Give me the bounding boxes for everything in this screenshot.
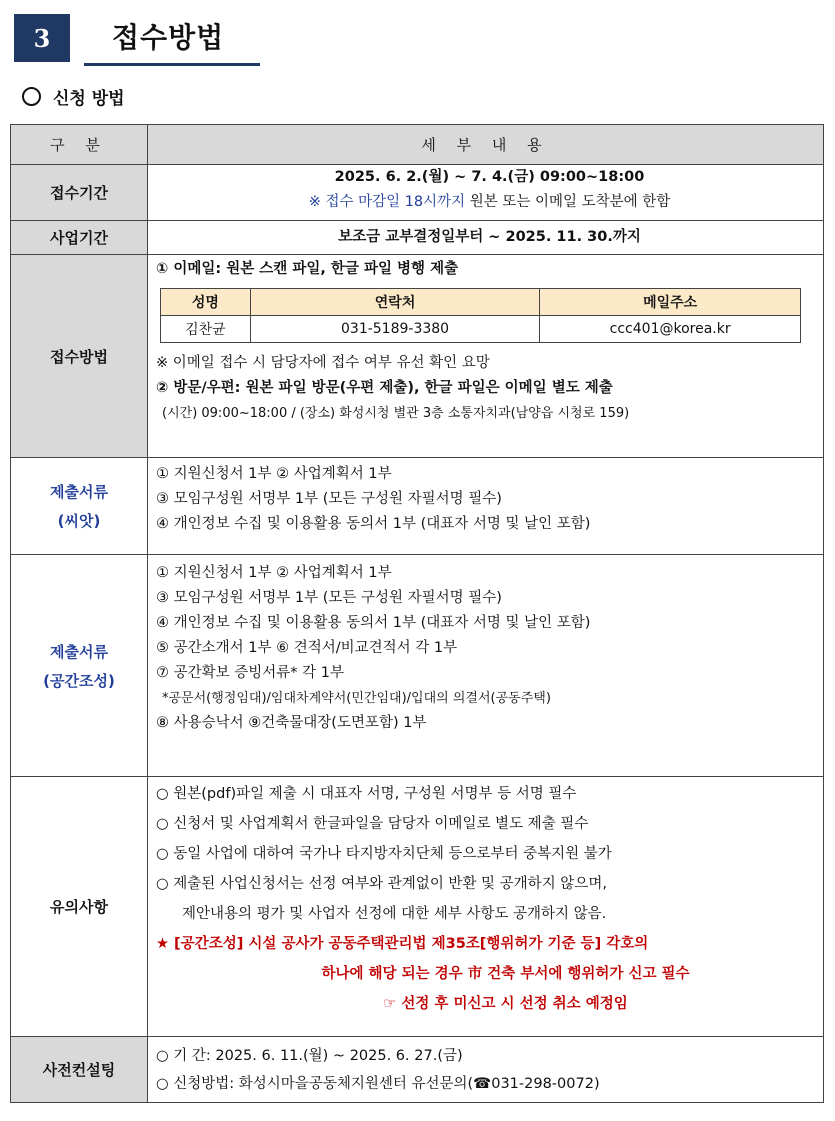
subtitle-text: 신청 방법 — [53, 89, 125, 109]
label-notice: 유의사항 — [11, 777, 148, 1037]
contact-table — [160, 288, 801, 343]
contact-email: ccc401@korea.kr — [540, 316, 801, 343]
period-note — [148, 190, 823, 215]
section-number: 3 — [14, 14, 70, 62]
row-period — [11, 165, 824, 221]
period-note-rest: 원본 또는 이메일 도착분에 한함 — [465, 194, 671, 210]
section-title: 접수방법 — [112, 21, 225, 54]
row-docs-seed — [11, 458, 824, 555]
docs-space-item: ⑦ 공간확보 증빙서류* 각 1부 — [156, 665, 344, 681]
notice-warning-cancel: ☞ 선정 후 미신고 시 선정 취소 예정임 — [383, 996, 628, 1012]
label-method: 접수방법 — [11, 255, 148, 458]
contact-name: 김찬균 — [161, 316, 251, 343]
label-project-period: 사업기간 — [11, 221, 148, 255]
header-category: 구 분 — [11, 125, 148, 165]
docs-seed-item: ③ 모임구성원 서명부 1부 (모든 구성원 자필서명 필수) — [156, 491, 502, 507]
contact-header-name: 성명 — [161, 289, 251, 316]
label-docs-seed-line1: 제출서류 — [50, 483, 108, 501]
docs-space-item: ⑤ 공간소개서 1부 ⑥ 견적서/비교견적서 각 1부 — [156, 640, 458, 656]
circle-bullet-icon — [22, 87, 41, 106]
docs-seed-item: ④ 개인정보 수집 및 이용활용 동의서 1부 (대표자 서명 및 날인 포함) — [156, 516, 591, 532]
contact-header-phone: 연락처 — [250, 289, 539, 316]
notice-item: ○ 동일 사업에 대하여 국가나 타지방자치단체 등으로부터 중복지원 불가 — [156, 846, 612, 862]
title-underline — [84, 63, 260, 66]
table-header-row — [11, 125, 824, 165]
docs-space-item: ① 지원신청서 1부 ② 사업계획서 1부 — [156, 565, 392, 581]
method-visit: ② 방문/우편: 원본 파일 방문(우편 제출), 한글 파일은 이메일 별도 제출 — [156, 380, 613, 396]
label-consult: 사전컨설팅 — [11, 1037, 148, 1103]
docs-space-item: ④ 개인정보 수집 및 이용활용 동의서 1부 (대표자 서명 및 날인 포함) — [156, 615, 591, 631]
notice-warning: ★ [공간조성] 시설 공사가 공동주택관리법 제35조[행위허가 기준 등] 각호의 — [156, 936, 649, 952]
contact-header-email: 메일주소 — [540, 289, 801, 316]
project-period-text: 보조금 교부결정일부터 ~ 2025. 11. 30.까지 — [338, 229, 641, 245]
row-notice — [11, 777, 824, 1037]
notice-item: ○ 원본(pdf)파일 제출 시 대표자 서명, 구성원 서명부 등 서명 필수 — [156, 786, 577, 802]
consult-method: ○ 신청방법: 화성시마을공동체지원센터 유선문의(☎031-298-0072) — [156, 1076, 600, 1092]
notice-item: ○ 제출된 사업신청서는 선정 여부와 관계없이 반환 및 공개하지 않으며, — [156, 876, 607, 892]
method-note: ※ 이메일 접수 시 담당자에 접수 여부 유선 확인 요망 — [156, 355, 490, 371]
notice-item-cont: 제안내용의 평가 및 사업자 선정에 대한 세부 사항도 공개하지 않음. — [182, 906, 607, 922]
application-table — [10, 124, 824, 1103]
method-email: ① 이메일: 원본 스캔 파일, 한글 파일 병행 제출 — [156, 261, 459, 277]
contact-row — [161, 316, 801, 343]
docs-space-footnote: *공문서(행정임대)/임대차계약서(민간임대)/입대의 의결서(공동주택) — [162, 691, 551, 706]
notice-warning-cont: 하나에 해당 되는 경우 市 건축 부서에 행위허가 신고 필수 — [321, 966, 690, 982]
row-docs-space — [11, 555, 824, 777]
label-docs-space — [11, 555, 148, 777]
docs-seed-item: ① 지원신청서 1부 ② 사업계획서 1부 — [156, 466, 392, 482]
method-visit-info: (시간) 09:00~18:00 / (장소) 화성시청 별관 3층 소통자치과(남양읍 시청로 159) — [162, 406, 630, 421]
subtitle — [22, 84, 125, 109]
contact-header-row — [161, 289, 801, 316]
docs-space-item: ⑧ 사용승낙서 ⑨건축물대장(도면포함) 1부 — [156, 715, 427, 731]
row-project-period — [11, 221, 824, 255]
period-dates: 2025. 6. 2.(월) ~ 7. 4.(금) 09:00~18:00 — [334, 169, 645, 185]
docs-space-item: ③ 모임구성원 서명부 1부 (모든 구성원 자필서명 필수) — [156, 590, 502, 606]
section-header — [14, 14, 260, 66]
label-docs-space-line2: (공간조성) — [43, 671, 115, 690]
consult-period: ○ 기 간: 2025. 6. 11.(월) ~ 2025. 6. 27.(금) — [156, 1048, 463, 1064]
contact-phone: 031-5189-3380 — [250, 316, 539, 343]
label-period: 접수기간 — [11, 165, 148, 221]
label-docs-seed-line2: (씨앗) — [57, 512, 101, 530]
header-details: 세 부 내 용 — [148, 125, 824, 165]
row-consult — [11, 1037, 824, 1103]
notice-item: ○ 신청서 및 사업계획서 한글파일을 담당자 이메일로 별도 제출 필수 — [156, 816, 589, 832]
label-docs-seed — [11, 458, 148, 555]
label-docs-space-line1: 제출서류 — [50, 642, 108, 661]
row-method — [11, 255, 824, 458]
period-deadline: ※ 접수 마감일 18시까지 — [308, 194, 466, 210]
